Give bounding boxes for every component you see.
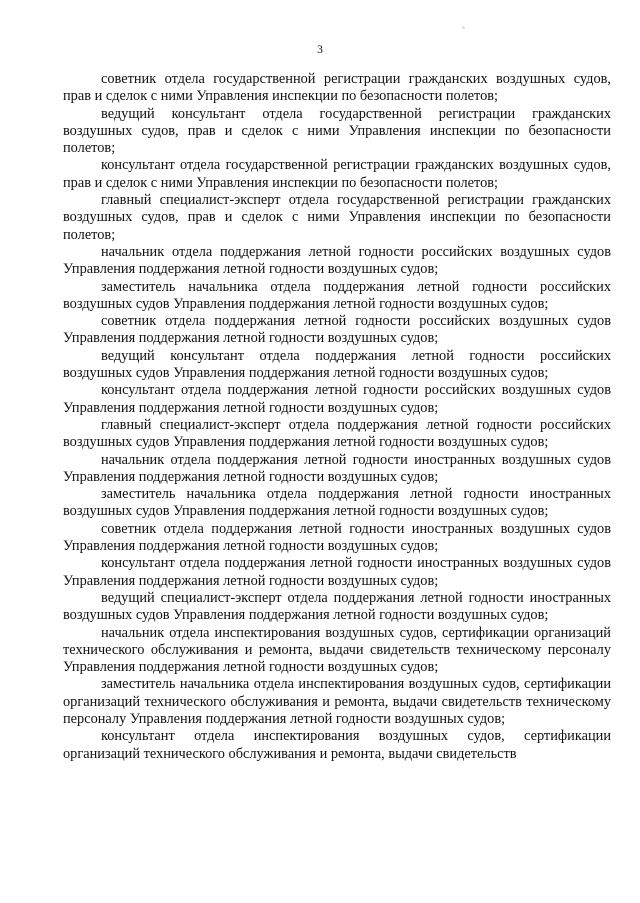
paragraph: ведущий консультант отдела государственной регистрации гражданских воздушных судов, прав и сделок с ними Управления инспекции по безопасности полетов; [63,105,611,157]
scan-mark: - [462,22,465,32]
paragraph: консультант отдела государственной регистрации гражданских воздушных судов, прав и сделок с ними Управления инспекции по безопасности полетов; [63,157,611,191]
paragraph: консультант отдела поддержания летной годности российских воздушных судов Управления поддержания летной годности воздушных судов; [63,382,611,416]
paragraph: советник отдела поддержания летной годности российских воздушных судов Управления поддержания летной годности воздушных судов; [63,313,611,347]
paragraph: советник отдела поддержания летной годности иностранных воздушных судов Управления поддержания летной годности воздушных судов; [63,520,611,555]
document-body [63,71,611,763]
paragraph: начальник отдела поддержания летной годности иностранных воздушных судов Управления поддержания летной годности воздушных судов; [63,451,611,485]
paragraph: главный специалист-эксперт отдела поддержания летной годности российских воздушных судов Управления поддержания летной годности воздушных судов; [63,416,611,451]
paragraph: заместитель начальника отдела поддержания летной годности российских воздушных судов Управления поддержания летной годности воздушных судов; [63,278,611,312]
paragraph: консультант отдела поддержания летной годности иностранных воздушных судов Управления поддержания летной годности воздушных судов; [63,555,611,589]
paragraph: заместитель начальника отдела инспектирования воздушных судов, сертификации организаций технического обслуживания и ремонта, выдачи свидетельств техническому персоналу Управления поддержания летной годности воздушных судов; [63,676,611,727]
paragraph: начальник отдела инспектирования воздушных судов, сертификации организаций технического обслуживания и ремонта, выдачи свидетельств техническому персоналу Управления поддержания летной годности воздушных судов; [63,624,611,676]
paragraph: советник отдела государственной регистрации гражданских воздушных судов, прав и сделок с ними Управления инспекции по безопасности полетов; [63,71,611,105]
page-number: 3 [317,44,323,56]
paragraph: ведущий специалист-эксперт отдела поддержания летной годности иностранных воздушных судов Управления поддержания летной годности воздушных судов; [63,589,611,624]
paragraph: консультант отдела инспектирования воздушных судов, сертификации организаций технического обслуживания и ремонта, выдачи свидетельств [63,728,611,762]
paragraph: ведущий консультант отдела поддержания летной годности российских воздушных судов Управления поддержания летной годности воздушных судов; [63,347,611,382]
paragraph: начальник отдела поддержания летной годности российских воздушных судов Управления поддержания летной годности воздушных судов; [63,243,611,278]
paragraph: главный специалист-эксперт отдела государственной регистрации гражданских воздушных судов, прав и сделок с ними Управления инспекции по безопасности полетов; [63,192,611,243]
paragraph: заместитель начальника отдела поддержания летной годности иностранных воздушных судов Управления поддержания летной годности воздушных судов; [63,486,611,520]
